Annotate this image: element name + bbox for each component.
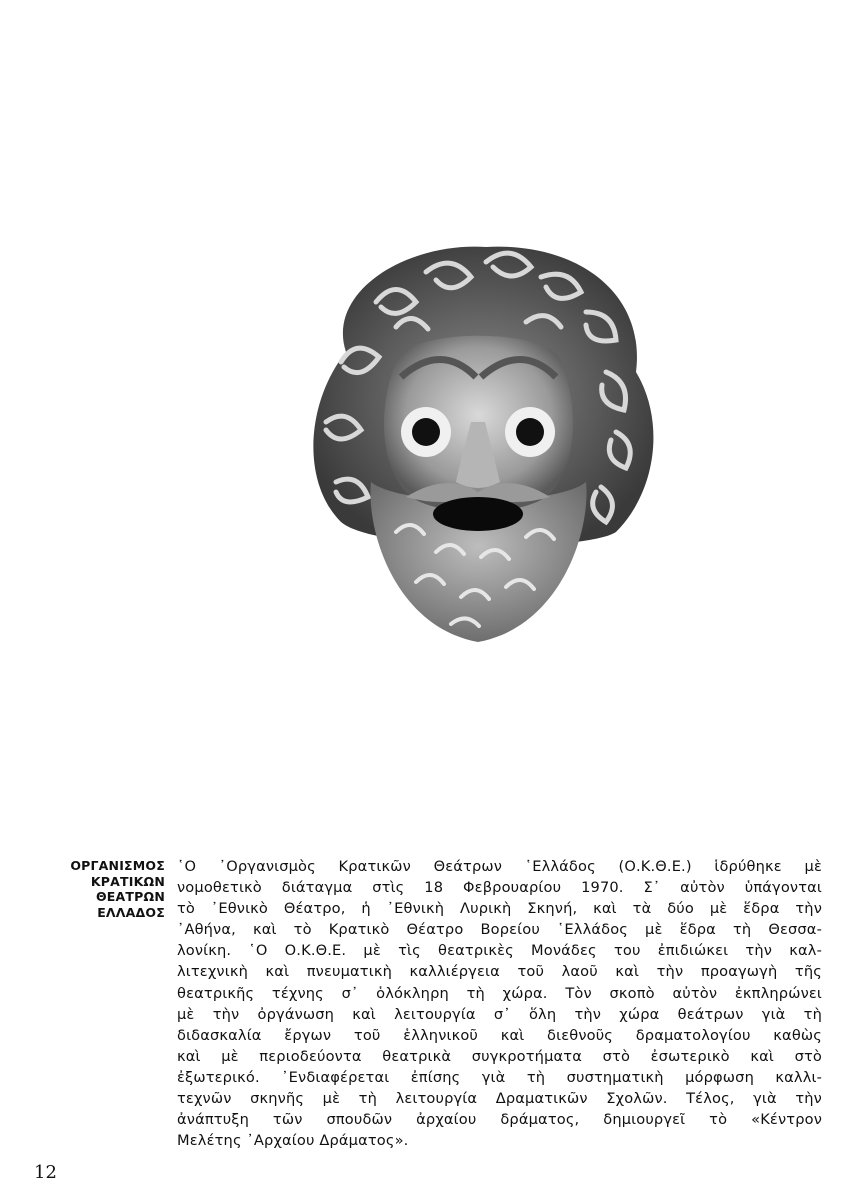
body-line: νομοθετικὸ διάταγμα στὶς 18 Φεβρουαρίου 1970. Σ᾿ αὐτὸν ὑπάγονται <box>177 879 822 897</box>
body-line: λονίκη. ῾Ο Ο.Κ.Θ.Ε. μὲ τὶς θεατρικὲς Μονάδες του ἐπιδιώκει τὴν καλ- <box>177 942 822 960</box>
body-line: καὶ μὲ περιοδεύοντα θεατρικὰ συγκροτήματα στὸ ἐσωτερικὸ καὶ στὸ <box>177 1047 822 1065</box>
body-paragraph <box>177 856 822 1151</box>
body-line: ᾿Αθήνα, καὶ τὸ Κρατικὸ Θέατρο Βορείου ῾Ελλάδος μὲ ἕδρα τὴ Θεσσα- <box>177 921 822 939</box>
body-line: διδασκαλία ἔργων τοῦ ἑλληνικοῦ καὶ διεθνοῦς δραματολογίου καθὼς <box>177 1026 822 1044</box>
body-line: θεατρικῆς τέχνης σ᾿ ὁλόκληρη τὴ χώρα. Τὸν σκοπὸ αὐτὸν ἐκπληρώνει <box>177 984 822 1002</box>
page-number: 12 <box>34 1162 57 1183</box>
body-line: ῾Ο ᾿Οργανισμὸς Κρατικῶν Θεάτρων ῾Ελλάδος (Ο.Κ.Θ.Ε.) ἱδρύθηκε μὲ <box>177 858 822 875</box>
theatre-mask-image <box>286 232 670 652</box>
body-line: ἀνάπτυξη τῶν σπουδῶν ἀρχαίου δράματος, δημιουργεῖ τὸ «Κέντρον <box>177 1111 822 1129</box>
body-line: Μελέτης ᾿Αρχαίου Δράματος». <box>177 1132 409 1150</box>
heading-line: ΟΡΓΑΝΙΣΜΟΣ <box>70 858 165 873</box>
heading-line: ΕΛΛΑΔΟΣ <box>97 904 165 920</box>
heading-line: ΘΕΑΤΡΩΝ <box>95 889 165 904</box>
body-line: ἐξωτερικό. ᾿Ενδιαφέρεται ἐπίσης γιὰ τὴ συστηματικὴ μόρφωση καλλι- <box>177 1068 822 1086</box>
section-heading <box>40 858 165 920</box>
body-line: τεχνῶν σκηνῆς μὲ τὴ λειτουργία Δραματικῶν Σχολῶν. Τέλος, γιὰ τὴν <box>177 1090 822 1108</box>
heading-line: ΚΡΑΤΙΚΩΝ <box>90 873 165 889</box>
body-line: τὸ ᾿Εθνικὸ Θέατρο, ἡ ᾿Εθνικὴ Λυρικὴ Σκηνή, καὶ τὰ δύο μὲ ἕδρα τὴν <box>177 900 822 918</box>
body-line: λιτεχνικὴ καὶ πνευματικὴ καλλιέργεια τοῦ λαοῦ καὶ τὴν προαγωγὴ τῆς <box>177 963 822 981</box>
body-line: μὲ τὴν ὀργάνωση καὶ λειτουργία σ᾿ ὅλη τὴν χώρα θεάτρων γιὰ τὴ <box>177 1005 822 1023</box>
